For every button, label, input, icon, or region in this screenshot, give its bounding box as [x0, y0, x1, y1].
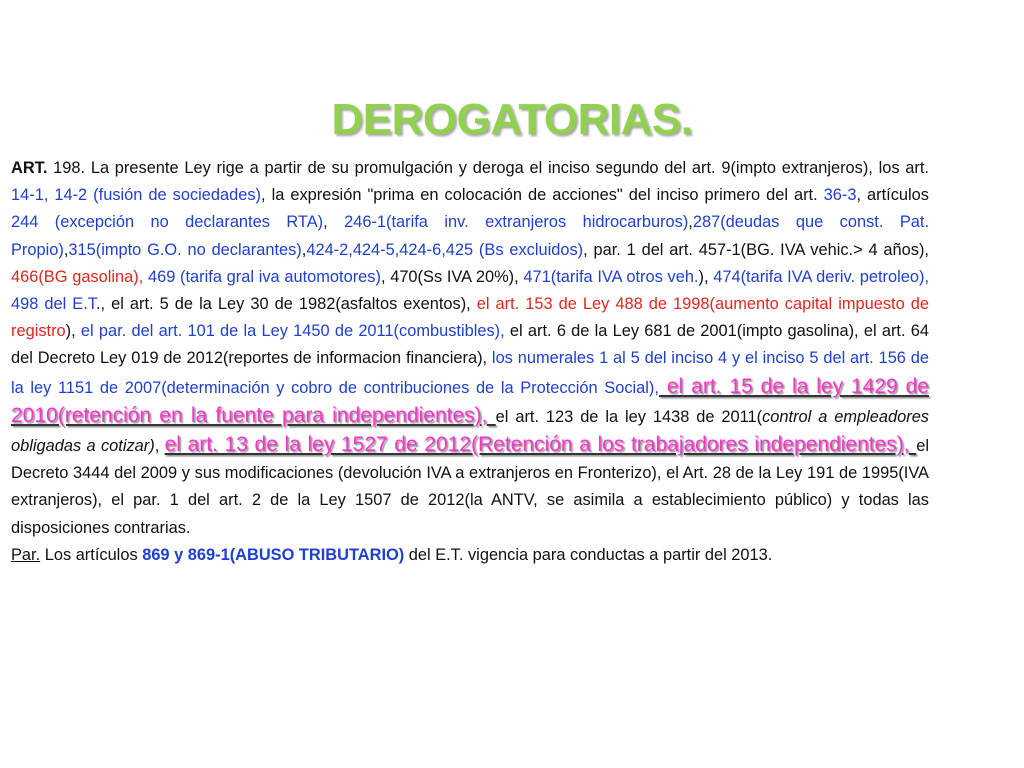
text-run: , artículos	[856, 186, 929, 205]
text-run: ),	[65, 322, 81, 341]
paragrafo-paragraph	[11, 542, 929, 569]
italic-run: control a empleadores obligadas a cotizar)	[11, 407, 930, 456]
text-run: ,	[301, 240, 307, 259]
blue-run: 471(tarifa IVA otros veh.	[523, 267, 699, 286]
blue-run: 36-3	[823, 186, 857, 205]
blue-run: 244 (excepción no declarantes RTA)	[11, 213, 324, 232]
text-run: ,	[688, 213, 693, 232]
text-run: el art. 6 de la Ley 681 de 2001(impto gasolina), el art. 64 del Decreto Ley 019 de 2012(reportes de informacion financiera),	[11, 322, 929, 368]
blue-bold-run: 869 y 869-1(ABUSO TRIBUTARIO)	[142, 545, 405, 564]
highlighted-run: el art. 13 de la ley 1527 de 2012(Retención a los trabajadores independientes),	[164, 433, 917, 457]
slide-body	[11, 155, 929, 569]
text-run: ,	[323, 213, 345, 232]
slide-title: DEROGATORIAS.	[331, 95, 693, 144]
paragrafo-label: Par.	[11, 545, 41, 564]
blue-run: 287(deudas que const. Pat. Propio)	[11, 213, 930, 259]
blue-run: 424-2,424-5,424-6,425 (Bs excluidos)	[306, 240, 584, 259]
text-run: , par. 1 del art. 457-1(BG. IVA vehic.> 4 años),	[583, 240, 929, 259]
text-run: , la expresión "prima en colocación de acciones" del inciso primero del art.	[261, 186, 824, 205]
text-run: , 470(Ss IVA 20%),	[380, 267, 524, 286]
red-run: 466(BG gasolina),	[11, 267, 148, 286]
blue-run: 474(tarifa IVA deriv. petroleo), 498 del E.T	[11, 267, 929, 314]
text-run: ,	[63, 240, 69, 259]
blue-run: 246-1(tarifa inv. extranjeros hidrocarburos)	[344, 213, 689, 232]
blue-run: 469 (tarifa gral iva automotores)	[147, 267, 381, 286]
text-run: ,	[154, 437, 165, 456]
article-label: ART.	[11, 159, 48, 177]
text-run: el art. 123 de la ley 1438 de 2011(	[495, 407, 763, 426]
blue-run: el par. del art. 101 de la Ley 1450 de 2011(combustibles),	[80, 322, 505, 341]
blue-run: 315(impto G.O. no declarantes)	[68, 240, 302, 259]
blue-run: los numerales 1 al 5 del inciso 4 y el inciso 5 del art. 156 de la ley 1151 de 2007(determinación y cobro de contribuciones de la Protección Social),	[11, 349, 929, 397]
text-run: Los artículos	[40, 545, 143, 564]
highlighted-run: el art. 15 de la ley 1429 de 2010(retención en la fuente para independientes),	[11, 374, 929, 427]
text-run: ., el art. 5 de la Ley 30 de 1982(asfaltos exentos),	[95, 295, 477, 314]
red-run: el art. 153 de Ley 488 de 1998(aumento capital impuesto de registro	[11, 295, 929, 341]
text-run: el Decreto 3444 del 2009 y sus modificaciones (devolución IVA a extranjeros en Fronterizo), el Art. 28 de la Ley 191 de 1995(IVA extranjeros), el par. 1 del art. 2 de la Ley 1507 de 2012(la ANTV, se asimila a establecimiento público) y todas las disposiciones contrarias.	[11, 437, 929, 537]
text-run: ),	[698, 267, 714, 286]
text-run: 198. La presente Ley rige a partir de su promulgación y deroga el inciso segundo del art. 9(impto extranjeros), los art.	[47, 159, 929, 177]
article-198-paragraph	[11, 155, 929, 542]
blue-run: 14-1, 14-2 (fusión de sociedades)	[11, 186, 262, 205]
text-run: del E.T. vigencia para conductas a partir del 2013.	[404, 545, 773, 564]
